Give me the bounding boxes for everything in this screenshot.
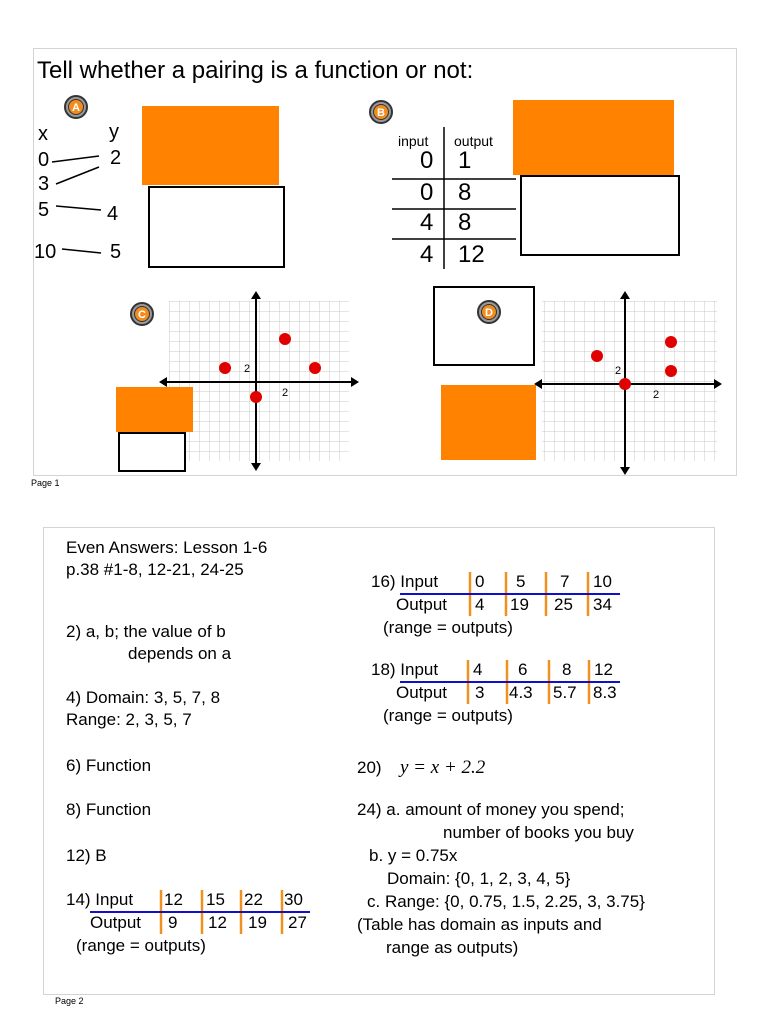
y-value: 4 (107, 203, 119, 225)
x-header: x (38, 123, 48, 145)
badge-d: D (477, 300, 501, 324)
table-cell: 7 (560, 572, 570, 591)
answer-14-input-label: 14) Input (66, 890, 134, 909)
table-cell: 34 (593, 595, 612, 614)
table-b-input: 4 (420, 209, 434, 236)
answer-18-input-label: 18) Input (371, 660, 439, 679)
table-cell: 4.3 (509, 683, 533, 702)
table-cell: 9 (168, 913, 178, 932)
badge-b: B (369, 100, 393, 124)
answer-16-input-label: 16) Input (371, 572, 439, 591)
x-value: 3 (38, 173, 50, 195)
table-b-output: 1 (458, 147, 472, 174)
data-point (219, 362, 231, 374)
table-cell: 10 (593, 572, 612, 591)
table-b-output: 12 (458, 241, 485, 268)
table-cell: 22 (244, 890, 263, 909)
answer-18-table-lines (384, 658, 624, 708)
answer-18-note: (range = outputs) (383, 706, 513, 725)
table-b-input: 0 (420, 179, 434, 206)
table-cell: 5.7 (553, 683, 577, 702)
answer-24c: c. Range: {0, 0.75, 1.5, 2.25, 3, 3.75} (367, 892, 645, 911)
table-cell: 6 (518, 660, 528, 679)
x-tick-label: 2 (653, 389, 660, 401)
graph-d (534, 291, 722, 477)
answer-box-b (520, 175, 680, 256)
data-point (250, 391, 262, 403)
answer-24-note-cont: range as outputs) (386, 938, 519, 957)
data-point (279, 333, 291, 345)
answer-cover-orange-d (441, 385, 536, 460)
answer-8: 8) Function (66, 800, 152, 819)
answer-14-note: (range = outputs) (76, 936, 206, 955)
table-cell: 19 (248, 913, 267, 932)
badge-a: A (64, 95, 88, 119)
table-b-input: 4 (420, 241, 434, 268)
answer-24a: 24) a. amount of money you spend; (357, 800, 625, 819)
answer-14-table-lines (84, 888, 324, 938)
table-cell: 12 (594, 660, 613, 679)
answer-cover-orange-c (116, 387, 193, 432)
x-value: 10 (34, 241, 57, 263)
answer-24a-cont: number of books you buy (443, 823, 634, 842)
answer-18-output-label: Output (396, 683, 448, 702)
table-b-input: 0 (420, 147, 434, 174)
x-tick-label: 2 (282, 387, 289, 399)
slide-2 (43, 527, 715, 995)
table-b-output: 8 (458, 179, 472, 206)
table-cell: 12 (164, 890, 183, 909)
table-cell: 19 (510, 595, 529, 614)
answer-cover-orange-a (142, 106, 279, 185)
answer-box-d (433, 286, 535, 366)
table-cell: 4 (475, 595, 485, 614)
answers-heading: Even Answers: Lesson 1-6 (66, 538, 268, 557)
table-cell: 25 (554, 595, 573, 614)
answer-box-c (118, 432, 186, 472)
data-point (665, 365, 677, 377)
table-cell: 8.3 (593, 683, 617, 702)
answer-16-table-lines (384, 570, 624, 620)
data-point (665, 336, 677, 348)
table-b-lines (384, 127, 524, 272)
answer-2-cont: depends on a (128, 644, 232, 663)
y-header: y (109, 121, 119, 143)
answer-24-note: (Table has domain as inputs and (357, 915, 602, 934)
data-point (309, 362, 321, 374)
answer-24b-domain: Domain: {0, 1, 2, 3, 4, 5} (387, 869, 571, 888)
input-header: input (398, 133, 429, 149)
slide-1 (33, 48, 737, 476)
answer-24b: b. y = 0.75x (369, 846, 458, 865)
badge-c: C (130, 302, 154, 326)
answer-16-note: (range = outputs) (383, 618, 513, 637)
data-point (591, 350, 603, 362)
answer-12: 12) B (66, 846, 107, 865)
answer-4-range: Range: 2, 3, 5, 7 (66, 710, 192, 729)
page-label-1: Page 1 (31, 478, 60, 488)
graph-c (159, 291, 359, 471)
table-cell: 8 (562, 660, 572, 679)
data-point (619, 378, 631, 390)
y-tick-label: 2 (615, 365, 622, 377)
x-value: 0 (38, 149, 50, 171)
y-value: 2 (110, 147, 122, 169)
mapping-arrows (34, 49, 154, 279)
table-cell: 0 (475, 572, 485, 591)
answer-20-label: 20) (357, 758, 382, 777)
page-label-2: Page 2 (55, 996, 84, 1006)
answer-box-a (148, 186, 285, 268)
y-tick-label: 2 (244, 363, 251, 375)
answer-cover-orange-b (513, 100, 674, 175)
answer-2: 2) a, b; the value of b (66, 622, 226, 641)
slide-1-title: Tell whether a pairing is a function or not: (37, 57, 474, 84)
table-cell: 27 (288, 913, 307, 932)
output-header: output (454, 133, 493, 149)
table-cell: 4 (473, 660, 483, 679)
table-b-output: 8 (458, 209, 472, 236)
y-value: 5 (110, 241, 122, 263)
answer-6: 6) Function (66, 756, 152, 775)
table-cell: 12 (208, 913, 227, 932)
answer-20-equation: y = x + 2.2 (400, 757, 486, 778)
table-cell: 3 (475, 683, 485, 702)
x-value: 5 (38, 199, 50, 221)
answer-16-output-label: Output (396, 595, 448, 614)
table-cell: 5 (516, 572, 526, 591)
answers-subheading: p.38 #1-8, 12-21, 24-25 (66, 560, 244, 579)
answer-4-domain: 4) Domain: 3, 5, 7, 8 (66, 688, 221, 707)
table-cell: 15 (206, 890, 225, 909)
answer-14-output-label: Output (90, 913, 142, 932)
table-cell: 30 (284, 890, 303, 909)
